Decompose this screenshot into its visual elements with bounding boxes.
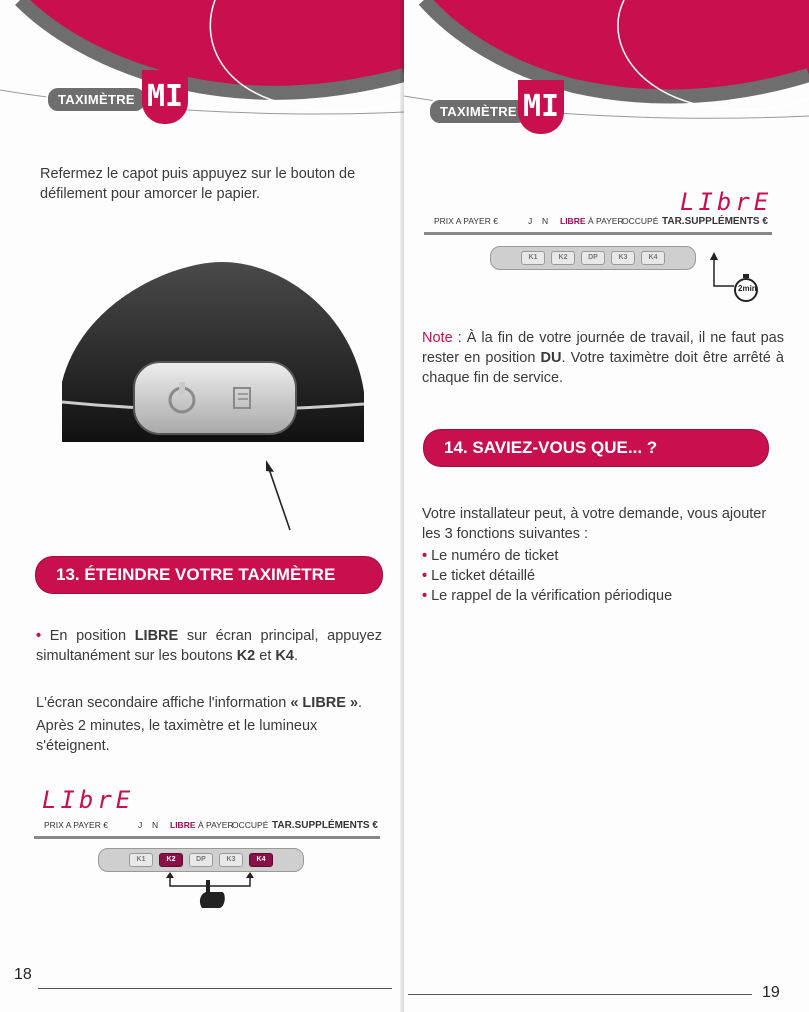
secondary-screen-text: L'écran secondaire affiche l'information « LIBRE ». [36, 695, 363, 711]
hand-press-icon [160, 872, 270, 908]
power-icon [170, 388, 171, 389]
label-libre: LIBRE [170, 820, 196, 830]
key-k1[interactable]: K1 [129, 853, 153, 867]
key-k4-right[interactable]: K4 [641, 251, 665, 265]
list-item: • Le ticket détaillé [422, 568, 536, 584]
header-tag-right: TAXIMÈTRE [428, 98, 529, 125]
display-diagram-right [424, 182, 772, 302]
list-item: • Le numéro de ticket [422, 548, 559, 564]
footer-rule-left [38, 988, 392, 989]
section-title-13: 13. ÉTEINDRE VOTRE TAXIMÈTRE [36, 557, 382, 593]
page-number-left: 18 [14, 966, 32, 983]
section-title-14: 14. SAVIEZ-VOUS QUE... ? [424, 430, 768, 466]
label-tar-supplements: TAR.SUPPLÉMENTS € [272, 820, 378, 831]
stopwatch-icon [706, 252, 766, 302]
key-k4[interactable]: K4 [249, 853, 273, 867]
label-j-right: J [528, 216, 533, 226]
display-edge [34, 836, 380, 839]
display-edge-right [424, 232, 772, 235]
label-occupe-right: OCCUPÉ [622, 216, 659, 226]
label-tar-supplements-right: TAR.SUPPLÉMENTS € [662, 216, 768, 227]
left-page [0, 0, 404, 1012]
device-photo [62, 262, 364, 442]
footer-rule-right [408, 994, 752, 995]
key-dp-right[interactable]: DP [581, 251, 605, 265]
key-k3-right[interactable]: K3 [611, 251, 635, 265]
display-diagram [34, 780, 380, 900]
brand-logo: MI [142, 70, 188, 124]
key-bar [98, 848, 304, 872]
key-k3[interactable]: K3 [219, 853, 243, 867]
timer-label: 2min [738, 284, 757, 293]
key-k2-right[interactable]: K2 [551, 251, 575, 265]
intro-text: Refermez le capot puis appuyez sur le bouton de défilement pour amorcer le papier. [40, 166, 356, 202]
key-k1-right[interactable]: K1 [521, 251, 545, 265]
label-a-payer: À PAYER [198, 820, 234, 830]
note-paragraph: Note : À la fin de votre journée de travail, il ne faut pas rester en position DU. Votre taximètre doit être arrêté à chaque fin de service. [422, 330, 784, 386]
key-dp[interactable]: DP [189, 853, 213, 867]
brand-logo-right: MI [518, 80, 564, 134]
label-j: J [138, 820, 143, 830]
key-bar-right [490, 246, 696, 270]
page-number-right: 19 [762, 984, 780, 1001]
key-k2[interactable]: K2 [159, 853, 183, 867]
label-a-payer-right: À PAYER [588, 216, 624, 226]
label-n-right: N [542, 216, 549, 226]
pointer-arrow-icon [258, 458, 298, 534]
functions-intro: Votre installateur peut, à votre demande, vous ajouter les 3 fonctions suivantes : [422, 506, 767, 542]
right-page [404, 0, 809, 1012]
list-item: • Le rappel de la vérification périodique [422, 588, 673, 604]
label-prix-right: PRIX A PAYER € [434, 216, 498, 226]
paper-feed-icon [240, 388, 241, 389]
shutdown-text: Après 2 minutes, le taximètre et le lumineux s'éteignent. [36, 718, 318, 754]
label-n: N [152, 820, 159, 830]
label-occupe: OCCUPÉ [232, 820, 269, 830]
display-readout-right: LIbrE [680, 188, 773, 216]
header-tag: TAXIMÈTRE [46, 86, 147, 113]
bullet-paragraph: • En position LIBRE sur écran principal, appuyez simultanément sur les boutons K2 et K4. [36, 628, 382, 664]
functions-list [422, 546, 784, 606]
label-prix: PRIX A PAYER € [44, 820, 108, 830]
display-readout: LIbrE [42, 786, 135, 814]
label-libre-right: LIBRE [560, 216, 586, 226]
bullet-dot: • [36, 628, 42, 644]
